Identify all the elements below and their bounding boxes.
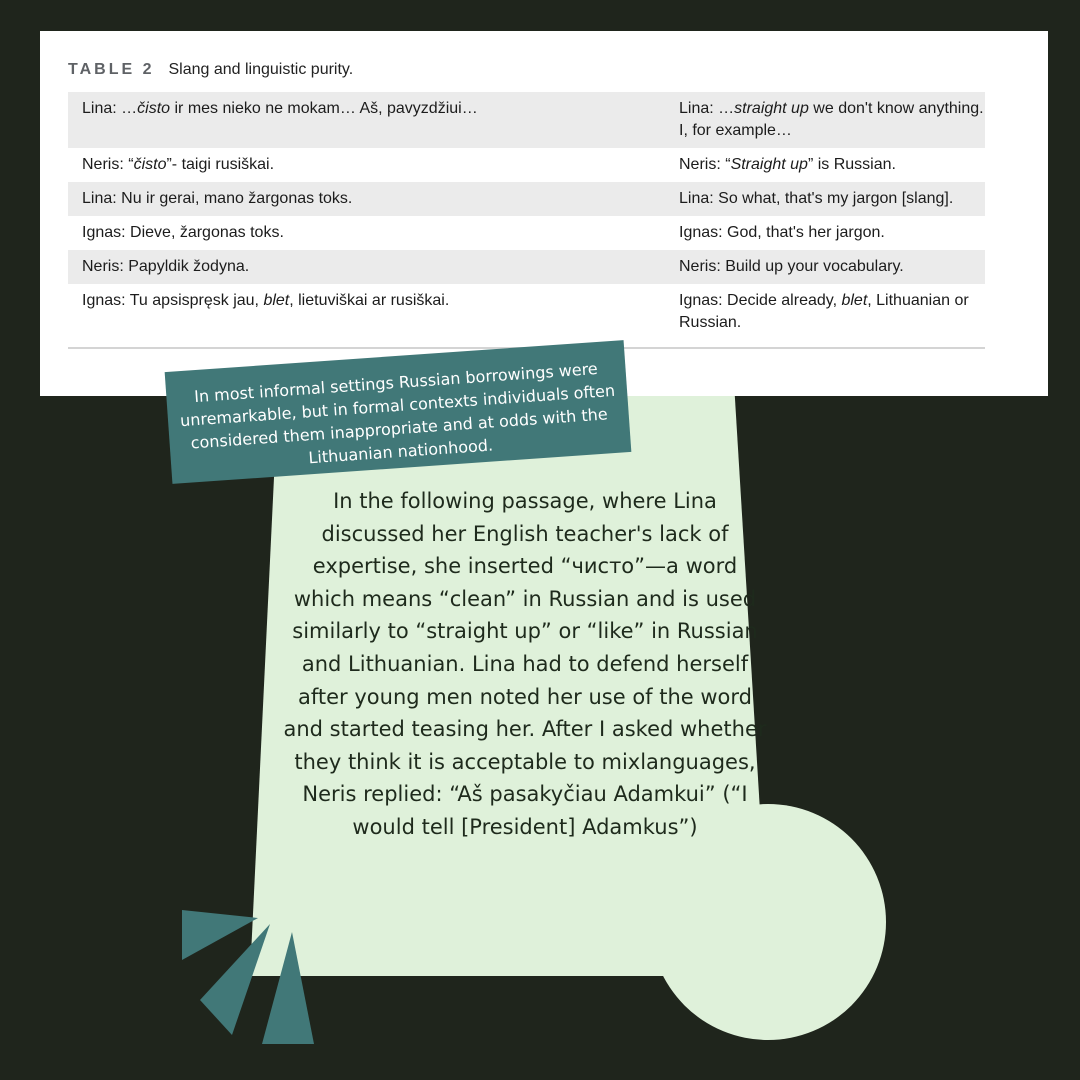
teal-triangle-3 <box>262 932 314 1044</box>
cell-text: Lina: So what, that's my jargon [slang]. <box>679 190 954 207</box>
cell-text: Lina: Nu ir gerai, mano žargonas toks. <box>82 190 353 207</box>
table-row <box>68 216 985 250</box>
cell-text: Neris: Papyldik žodyna. <box>82 258 250 275</box>
lithuanian-cell <box>68 188 679 210</box>
italic-term: Straight up <box>730 156 808 173</box>
english-cell <box>679 154 985 176</box>
main-paragraph: In the following passage, where Lina discussed her English teacher's lack of expertise, she inserted “чисто”—a word which means “clean” in Russian and is used similarly to “straight up” or “like” in Russian and Lithuanian. Lina had to defend herself after young men noted her use of the word and started teasing her. After I asked whether they think it is acceptable to mixlanguages, Neris replied: “Aš pasakyčiau Adamkui” (“I would tell [President] Adamkus”) <box>283 489 767 839</box>
cell-text: Neris: “ <box>679 156 731 173</box>
cell-text: Neris: “ <box>82 156 134 173</box>
italic-term: čisto <box>133 156 167 173</box>
cell-text: ir mes nieko ne mokam… Aš, pavyzdžiui… <box>170 100 478 117</box>
table-row <box>68 92 985 148</box>
lithuanian-cell <box>68 98 679 142</box>
lithuanian-cell <box>68 222 679 244</box>
cell-text: Lina: … <box>679 100 735 117</box>
lithuanian-cell <box>68 290 679 334</box>
lithuanian-cell <box>68 256 679 278</box>
cell-text: ” is Russian. <box>807 156 896 173</box>
table-caption <box>68 61 353 79</box>
cell-text: , lietuviškai ar rusiškai. <box>289 292 450 309</box>
table-row <box>68 250 985 284</box>
english-cell <box>679 98 985 142</box>
cell-text: Neris: Build up your vocabulary. <box>679 258 904 275</box>
italic-term: čisto <box>137 100 171 117</box>
lithuanian-cell <box>68 154 679 176</box>
cell-text: , Lithuanian or Russian. <box>679 292 969 331</box>
italic-term: blet <box>263 292 290 309</box>
english-cell <box>679 256 985 278</box>
cell-text: ”- taigi rusiškai. <box>166 156 275 173</box>
cell-text: Ignas: Dieve, žargonas toks. <box>82 224 284 241</box>
table-label: TABLE 2 <box>68 61 155 78</box>
english-cell <box>679 222 985 244</box>
italic-term: blet <box>841 292 868 309</box>
cell-text: Ignas: God, that's her jargon. <box>679 224 885 241</box>
table-row <box>68 284 985 340</box>
cell-text: Lina: … <box>82 100 138 117</box>
table-title: Slang and linguistic purity. <box>168 61 354 78</box>
english-cell <box>679 188 985 210</box>
table-card <box>40 31 1048 396</box>
cell-text: Ignas: Decide already, <box>679 292 842 309</box>
table-row <box>68 148 985 182</box>
italic-term: straight up <box>734 100 809 117</box>
cell-text: we don't know anything. I, for example… <box>679 100 984 139</box>
cell-text: Ignas: Tu apsispręsk jau, <box>82 292 264 309</box>
teal-burst-decoration <box>170 900 330 1060</box>
table-row <box>68 182 985 216</box>
english-cell <box>679 290 985 334</box>
callout-box: In most informal settings Russian borrowings were unremarkable, but in formal contexts individuals often considered them inappropriate and at odds with the Lithuanian nationhood. <box>165 340 632 484</box>
table-body <box>68 92 985 340</box>
